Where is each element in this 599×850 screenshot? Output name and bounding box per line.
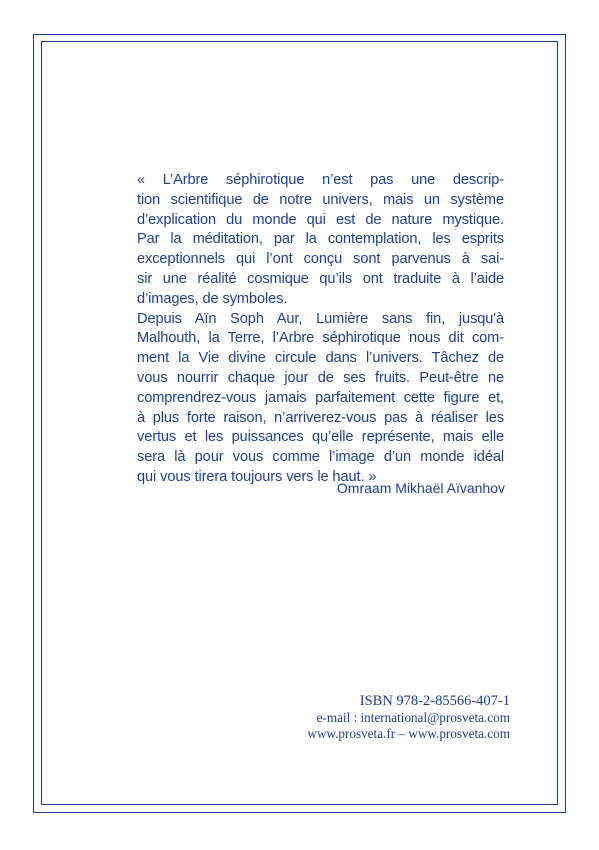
quote-line: exceptionnels qui l’ont conçu sont parvenus à sai- — [137, 251, 504, 268]
quote-line: ment la Vie divine circule dans l’univers. Tâchez de — [137, 350, 504, 367]
quote-line: « L’Arbre séphirotique n’est pas une descrip- — [137, 172, 504, 188]
isbn-number: ISBN 978-2-85566-407-1 — [359, 693, 510, 709]
quote-line: vous nourrir chaque jour de ses fruits. Peut-être ne — [137, 369, 504, 386]
quote-paragraph-1 — [101, 171, 504, 310]
contact-email: e-mail : international@prosveta.com — [316, 710, 510, 725]
quote-line: Malhouth, la Terre, l’Arbre séphirotique nous dit com- — [137, 330, 504, 347]
quote-line: sera là pour vous comme l’image d’un monde idéal — [137, 449, 504, 466]
quote-author: Omraam Mikhaël Aïvanhov — [336, 480, 505, 496]
quote-line: Depuis Aïn Soph Aur, Lumière sans fin, jusqu'à — [137, 310, 504, 327]
website-addresses: www.prosveta.fr – www.prosveta.com — [307, 726, 510, 741]
colophon — [190, 692, 510, 742]
quote-line: Par la méditation, par la contemplation, les esprits — [137, 231, 504, 248]
quotation-block — [101, 171, 504, 488]
quote-line: qui vous tirera toujours vers le haut. » — [137, 468, 377, 485]
quote-line: comprendrez-vous jamais parfaitement cette figure et, — [137, 389, 504, 406]
quote-paragraph-2 — [101, 310, 504, 488]
quote-line: à plus forte raison, n’arriverez-vous pas à réaliser les — [137, 409, 504, 426]
quote-line: vertus et les puissances qu’elle représente, mais elle — [137, 429, 504, 446]
quote-line: sir une réalité cosmique qu’ils ont traduite à l’aide — [137, 270, 504, 287]
quote-line: d’explication du monde qui est de nature mystique. — [137, 211, 504, 228]
quote-line: d’images, de symboles. — [137, 290, 288, 307]
quote-line: tion scientifique de notre univers, mais un système — [137, 191, 504, 208]
